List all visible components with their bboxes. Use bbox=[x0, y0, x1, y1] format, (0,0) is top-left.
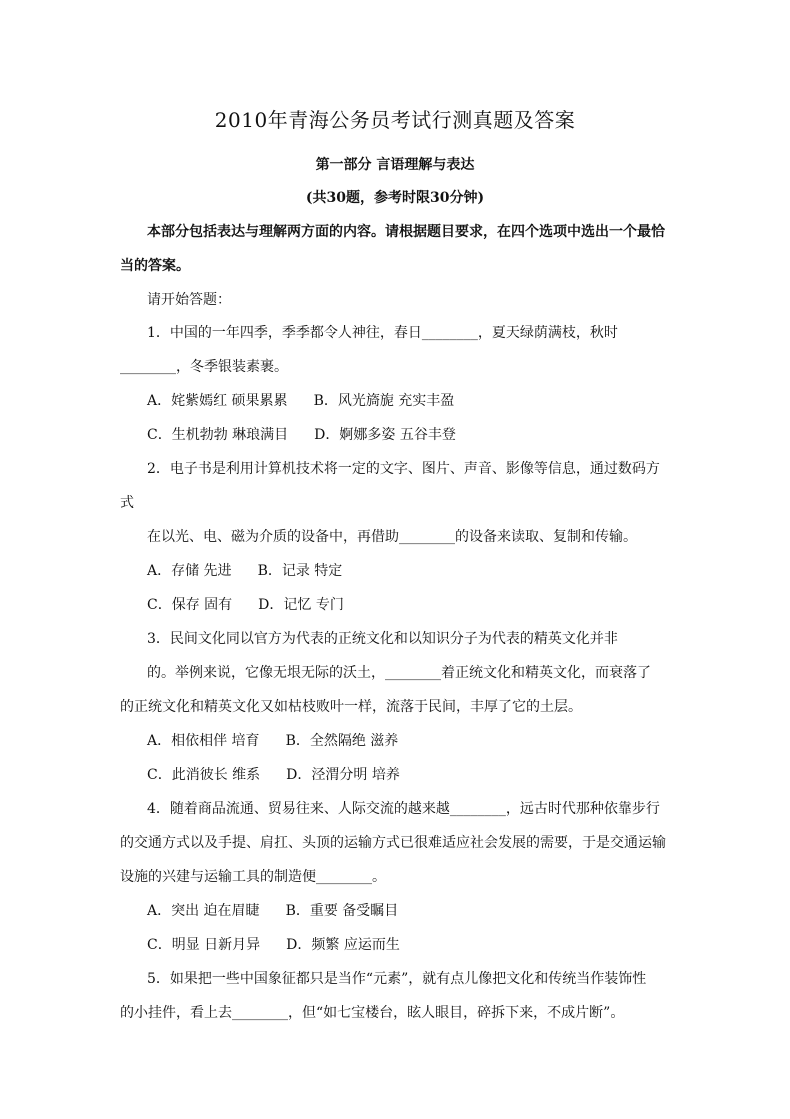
q2-stem-line-3: 在以光、电、磁为介质的设备中，再借助________的设备来读取、复制和传输。 bbox=[147, 529, 637, 545]
q4-stem-line-3: 设施的兴建与运输工具的制造便________。 bbox=[120, 869, 386, 885]
q2-option-c: C．保存 固有 bbox=[147, 597, 233, 613]
q2-option-b: B．记录 特定 bbox=[257, 563, 343, 579]
q4-option-a: A．突出 迫在眉睫 bbox=[147, 903, 260, 919]
q4-options-ab bbox=[147, 901, 398, 921]
q3-option-c: C．此消彼长 维系 bbox=[147, 767, 261, 783]
q4-stem-line-1: 4．随着商品流通、贸易往来、人际交流的越来越________，远古时代那种依靠步行 bbox=[147, 801, 660, 817]
q2-stem-line-1: 2．电子书是利用计算机技术将一定的文字、图片、声音、影像等信息，通过数码方 bbox=[147, 461, 660, 477]
q4-option-b: B．重要 备受瞩目 bbox=[285, 903, 399, 919]
q4-option-d: D．频繁 应运而生 bbox=[286, 937, 400, 953]
q3-stem-line-2: 的。举例来说，它像无垠无际的沃土，________着正统文化和精英文化，而衰落了 bbox=[147, 665, 651, 681]
intro-line-2: 当的答案。 bbox=[120, 258, 190, 274]
q2-option-d: D．记忆 专门 bbox=[258, 597, 344, 613]
q1-stem-line-1: 1．中国的一年四季，季季都令人神往，春日________，夏天绿荫满枝，秋时 bbox=[147, 325, 618, 341]
q5-stem-line-2: 的小挂件，看上去________，但“如七宝楼台，眩人眼目，碎拆下来，不成片断”。 bbox=[120, 1005, 625, 1021]
q2-option-a: A．存储 先进 bbox=[147, 563, 232, 579]
q4-stem-line-2: 的交通方式以及手提、肩扛、头顶的运输方式已很难适应社会发展的需要，于是交通运输 bbox=[120, 835, 666, 851]
q1-option-d: D．婀娜多姿 五谷丰登 bbox=[314, 427, 456, 443]
part-subheading: (共30题，参考时限30分钟) bbox=[305, 190, 485, 206]
start-prompt: 请开始答题： bbox=[147, 292, 231, 308]
q3-options-cd bbox=[147, 765, 400, 785]
q1-option-a: A．姹紫嫣红 硕果累累 bbox=[147, 393, 288, 409]
q4-options-cd bbox=[147, 935, 400, 955]
q1-stem-line-2: ________，冬季银装素裹。 bbox=[120, 359, 288, 375]
q5-stem-line-1: 5．如果把一些中国象征都只是当作“元素”，就有点儿像把文化和传统当作装饰性 bbox=[147, 971, 647, 987]
document-title: 2010年青海公务员考试行测真题及答案 bbox=[214, 108, 576, 132]
intro-line-1: 本部分包括表达与理解两方面的内容。请根据题目要求，在四个选项中选出一个最恰 bbox=[147, 224, 665, 240]
q2-options-ab bbox=[147, 561, 342, 581]
part-heading: 第一部分 言语理解与表达 bbox=[315, 157, 475, 173]
q3-option-d: D．泾渭分明 培养 bbox=[286, 767, 400, 783]
q2-options-cd bbox=[147, 595, 344, 615]
q3-stem-line-1: 3．民间文化同以官方为代表的正统文化和以知识分子为代表的精英文化并非 bbox=[147, 631, 618, 647]
q3-stem-line-3: 的正统文化和精英文化又如枯枝败叶一样，流落于民间，丰厚了它的土层。 bbox=[120, 699, 582, 715]
q1-options-cd bbox=[147, 425, 456, 445]
q1-option-b: B．风光旖旎 充实丰盈 bbox=[313, 393, 455, 409]
q1-option-c: C．生机勃勃 琳琅满目 bbox=[147, 427, 289, 443]
q3-option-b: B．全然隔绝 滋养 bbox=[285, 733, 399, 749]
q2-stem-line-2: 式 bbox=[120, 495, 134, 511]
q3-options-ab bbox=[147, 731, 398, 751]
q4-option-c: C．明显 日新月异 bbox=[147, 937, 261, 953]
q3-option-a: A．相依相伴 培育 bbox=[147, 733, 260, 749]
q1-options-ab bbox=[147, 391, 454, 411]
